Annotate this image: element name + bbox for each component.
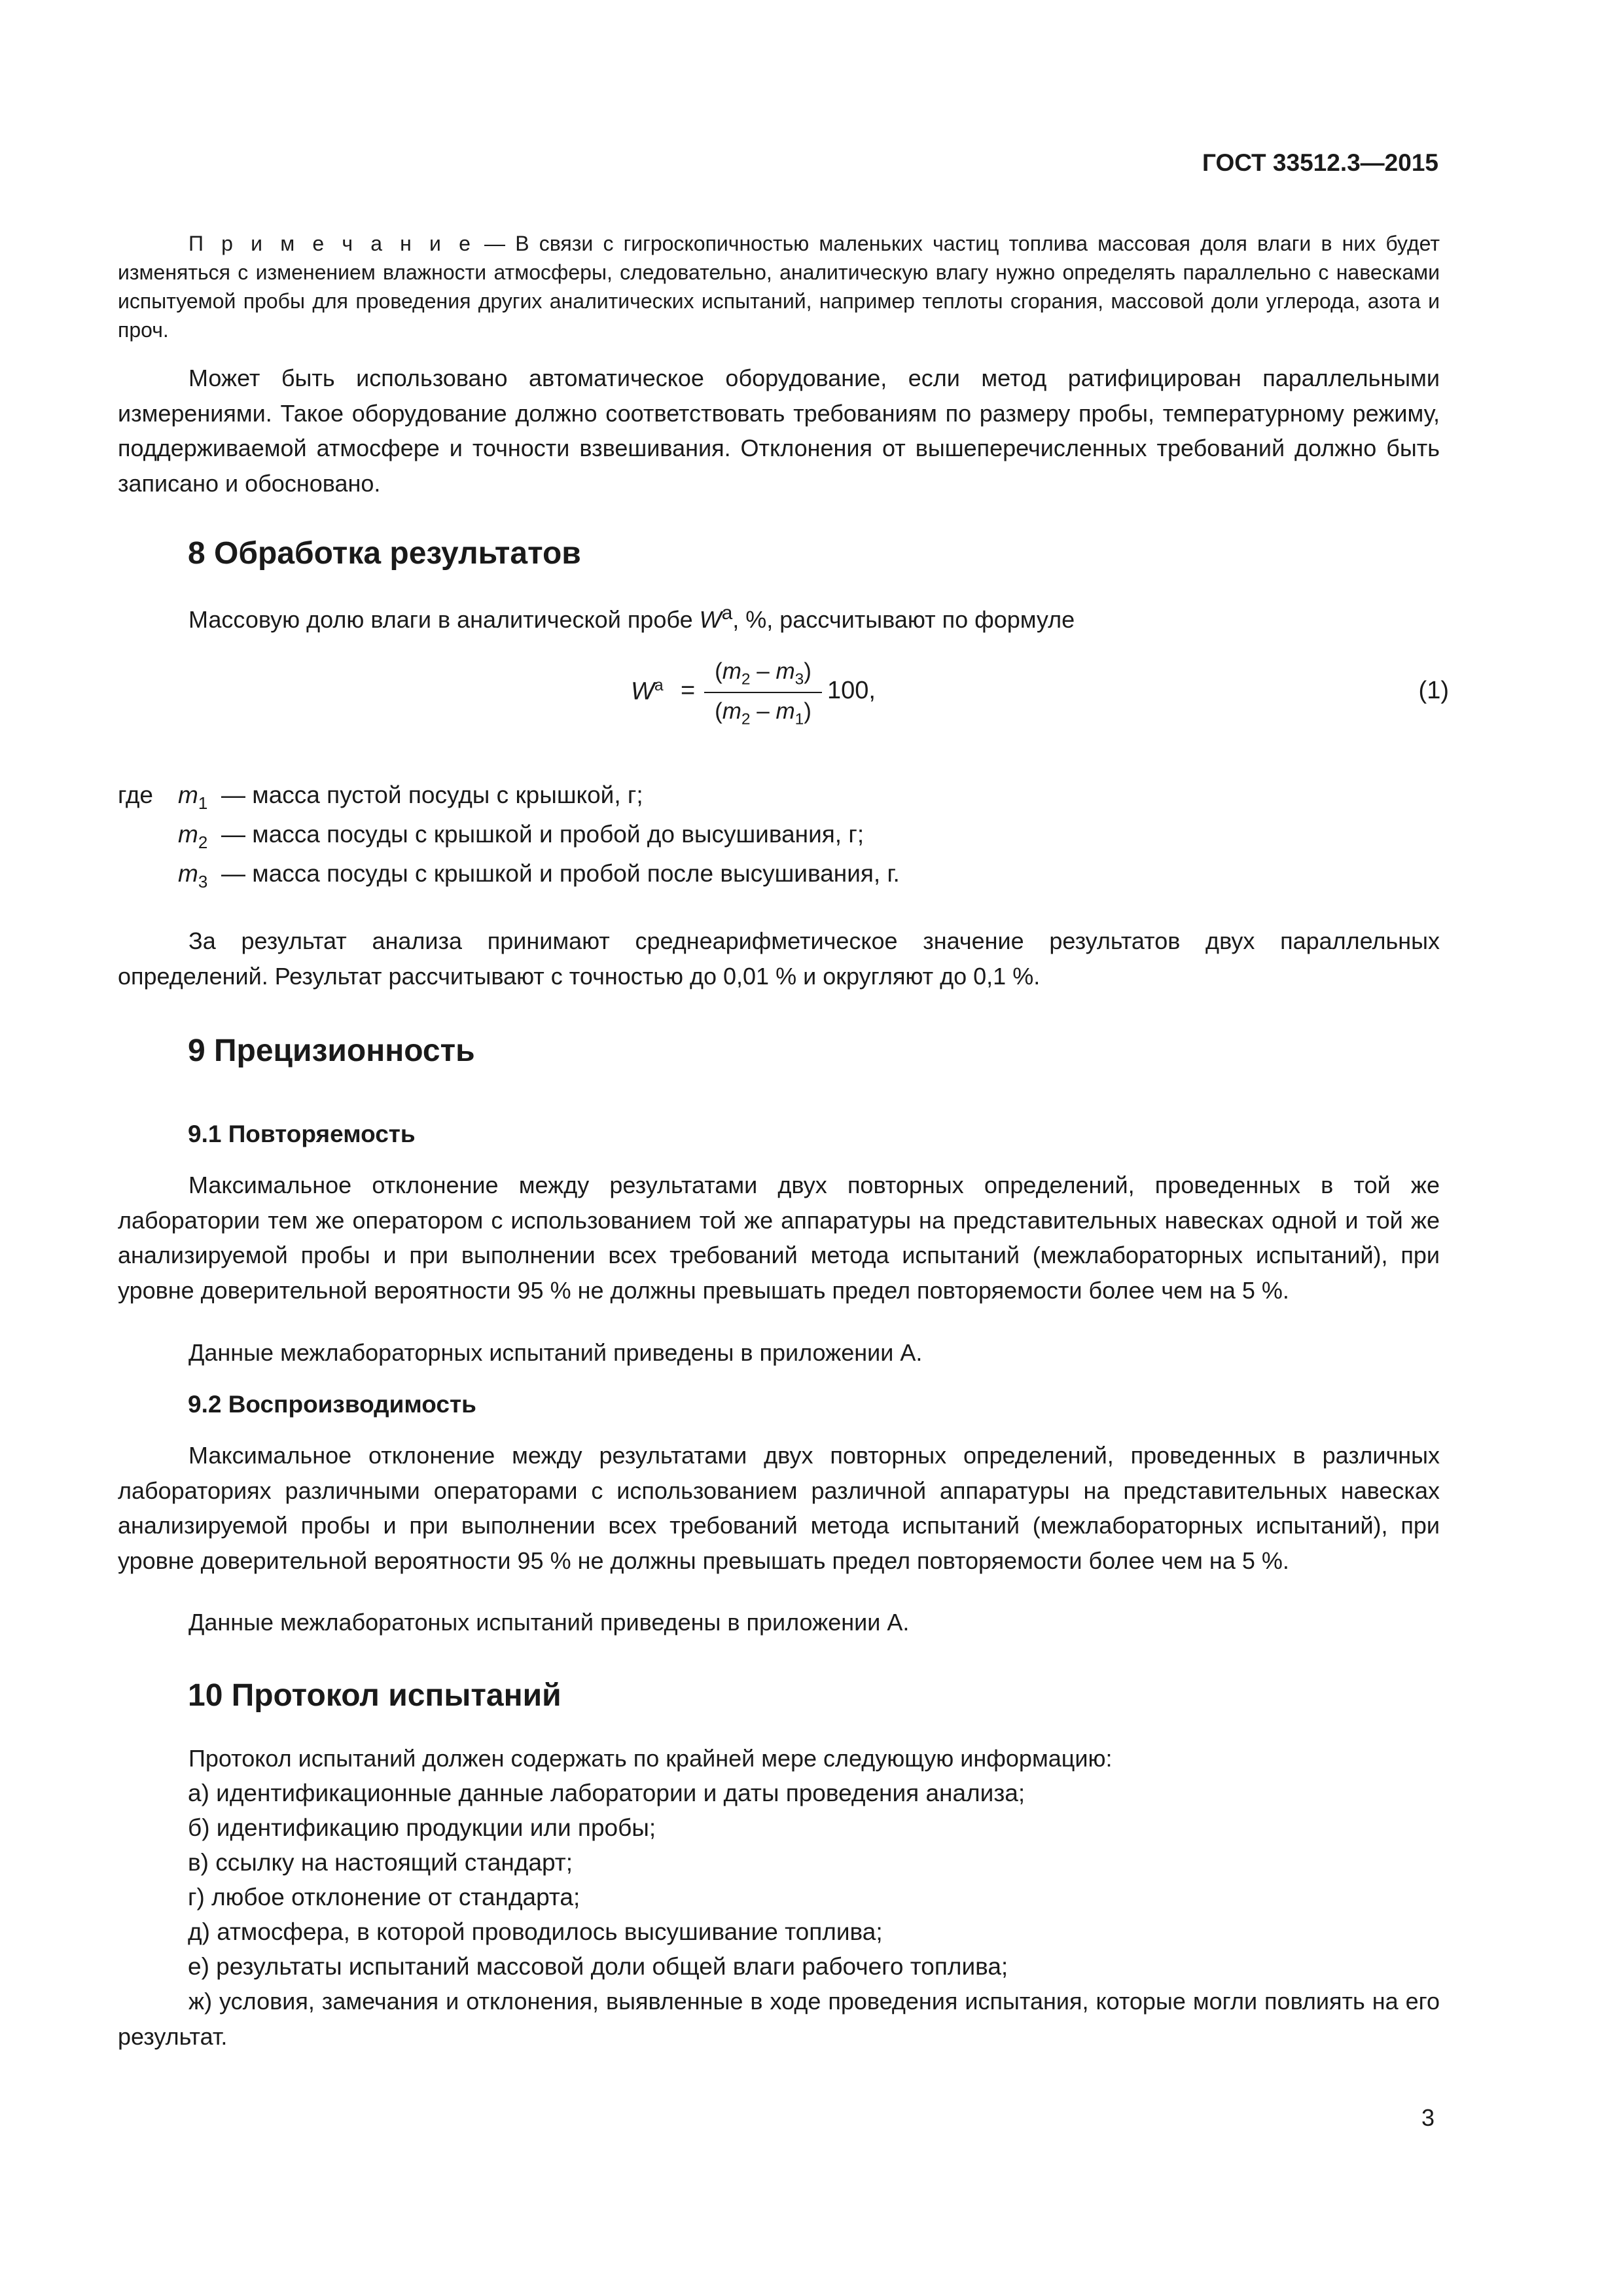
moisture-superscript: a	[721, 602, 733, 624]
note-label: П р и м е ч а н и е	[188, 232, 474, 255]
protocol-items-list	[188, 1776, 1025, 1984]
formula-denominator: $(m_2 - m_1)$	[704, 692, 822, 729]
section-8-title: 8 Обработка результатов	[188, 536, 581, 571]
section-9-title: 9 Прецизионность	[188, 1033, 475, 1068]
formula-fraction	[704, 658, 822, 728]
section-9-2-title: 9.2 Воспроизводимость	[188, 1391, 476, 1418]
protocol-last-item: ж) условия, замечания и отклонения, выявленные в ходе проведения испытания, которые могли повлиять на его результат.	[118, 1988, 1440, 2050]
formula-lhs: $W^a$	[631, 677, 664, 706]
list-item: в) ссылку на настоящий стандарт;	[188, 1849, 573, 1876]
formula-numerator: $(m_2 - m_3)$	[715, 658, 812, 689]
where-label: где	[118, 781, 154, 808]
list-item: а) идентификационные данные лаборатории и даты проведения анализа;	[188, 1780, 1026, 1806]
note-text: — В связи с гигроскопичностью маленьких частиц топлива массовая доля влаги в них будет изменяться с изменением влажности атмосферы, следовательно, аналитическую влагу нужно определять параллельно с навесками испытуемой пробы для проведения других аналитических испытаний, например теплоты сгорания, массовой доли углерода, азота и проч.	[118, 232, 1440, 342]
repeatability-note: Данные межлабораторных испытаний приведены в приложении А.	[188, 1339, 923, 1366]
list-item: б) идентификацию продукции или пробы;	[188, 1814, 656, 1841]
symbol-m2: $m_2$	[178, 821, 208, 853]
definition-text-m1: — масса пустой посуды с крышкой, г;	[221, 781, 643, 808]
document-id: ГОСТ 33512.3—2015	[1202, 149, 1438, 176]
protocol-intro: Протокол испытаний должен содержать по крайней мере следующую информацию:	[188, 1745, 1113, 1772]
automatic-equipment-paragraph: Может быть использовано автоматическое оборудование, если метод ратифицирован параллельными измерениями. Такое оборудование должно соответствовать требованиям по размеру пробы, температурному режиму, поддерживаемой атмосфере и точности взвешивания. Отклонения от вышеперечисленных требований должно быть записано и обосновано.	[118, 365, 1440, 497]
list-item: г) любое отклонение от стандарта;	[188, 1884, 580, 1910]
moisture-symbol: W	[699, 606, 722, 633]
result-paragraph: За результат анализа принимают среднеарифметическое значение результатов двух параллельных определений. Результат рассчитывают с точностью до 0,01 % и округляют до 0,1 %.	[118, 927, 1440, 990]
page-number: 3	[1421, 2104, 1435, 2131]
intro-text-after: , %, рассчитывают по формуле	[732, 606, 1075, 633]
formula-1	[631, 658, 1449, 737]
section-8-intro	[118, 596, 1440, 637]
formula-equals: =	[681, 677, 696, 704]
section-10-title: 10 Протокол испытаний	[188, 1678, 562, 1713]
list-item: е) результаты испытаний массовой доли общей влаги рабочего топлива;	[188, 1953, 1008, 1980]
section-9-1-title: 9.1 Повторяемость	[188, 1121, 416, 1147]
list-item: д) атмосфера, в которой проводилось высушивание топлива;	[188, 1918, 883, 1945]
symbol-m3: $m_3$	[178, 860, 208, 892]
formula-multiplier: 100,	[827, 677, 876, 704]
reproducibility-paragraph: Максимальное отклонение между результатами двух повторных определений, проведенных в различных лабораториях различными операторами с использованием различной аппаратуры на представительных навесках анализируемой пробы и при выполнении всех требований метода испытаний (межлабораторных испытаний), при уровне доверительной вероятности 95 % не должны превышать предел повторяемости более чем на 5 %.	[118, 1442, 1440, 1574]
intro-text-before: Массовую долю влаги в аналитической пробе	[188, 606, 700, 633]
definition-text-m3: — масса посуды с крышкой и пробой после высушивания, г.	[221, 860, 900, 887]
note-paragraph	[118, 229, 1440, 344]
definition-text-m2: — масса посуды с крышкой и пробой до высушивания, г;	[221, 821, 865, 848]
symbol-m1: $m_1$	[178, 781, 208, 814]
repeatability-paragraph: Максимальное отклонение между результатами двух повторных определений, проведенных в той же лаборатории тем же оператором с использованием той же аппаратуры на представительных навесках одной и той же анализируемой пробы и при выполнении всех требований метода испытаний (межлабораторных испытаний), при уровне доверительной вероятности 95 % не должны превышать предел повторяемости более чем на 5 %.	[118, 1172, 1440, 1304]
formula-number: (1)	[1418, 677, 1449, 704]
reproducibility-note: Данные межлаборатоных испытаний приведены в приложении А.	[188, 1609, 910, 1636]
